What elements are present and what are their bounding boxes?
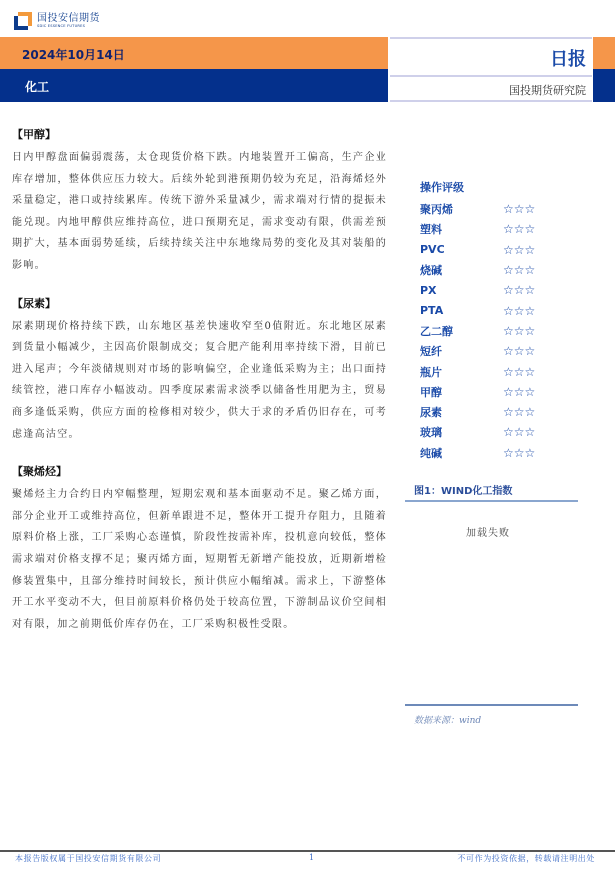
rating-row [420,240,600,260]
rating-row [420,422,600,442]
star-rating-icon: ☆☆☆ [503,303,536,318]
section-body: 日内甲醇盘面偏弱震荡，太仓现货价格下跌。内地装置开工偏高，生产企业库存增加，整体供应压力较大。后续外轮到港预期仍较为充足，沿海烯烃外采量稳定，港口或持续累库。传统下游外采量减少，需求端对行情的提振未能兑现。内地甲醇供应维持高位，进口预期充足，需求变动有限，供需差预期扩大，基本面弱势延续，后续持续关注中东地缘局势的变化及其对装船的影响。 [12,152,387,271]
page-number: 1 [309,853,315,862]
star-rating-icon: ☆☆☆ [503,263,536,278]
rating-product: 塑料 [420,223,442,237]
header-divider [390,37,592,39]
logo-name-en: SDIC ESSENCE FUTURES [37,23,86,28]
rating-product: 尿素 [420,406,442,420]
rating-product: 瓶片 [420,365,442,379]
star-rating-icon: ☆☆☆ [503,425,536,440]
section-title: 【甲醇】 [12,128,56,141]
star-rating-icon: ☆☆☆ [503,323,536,338]
header-divider [390,75,592,77]
star-rating-icon: ☆☆☆ [503,364,536,379]
rating-product: 短纤 [420,345,442,359]
logo-mark-icon [14,12,32,30]
star-rating-icon: ☆☆☆ [503,445,536,460]
company-logo [14,10,100,32]
rating-product: PTA [420,304,444,318]
rating-product: 烧碱 [420,264,442,278]
footer-disclaimer: 不可作为投资依据，转载请注明出处 [457,854,595,863]
section-body: 聚烯烃主力合约日内窄幅整理，短期宏观和基本面驱动不足。聚乙烯方面，部分企业开工或维持高位，但新单跟进不足，整体开工提升存阻力，且随着原料价格上涨，工厂采购心态谨慎，阶段性按需补库，投机意向较低，整体需求端对价格支撑不足；聚丙烯方面，短期暂无新增产能投放，近期新增检修装置集中，且部分维持时间较长，预计供应小幅缩减。需求上，下游整体开工水平变动不大，但目前原料价格仍处于较高位置，下游制品议价空间相对有限，加之前期低价库存仍在，工厂采购积极性受限。 [12,489,387,630]
star-rating-icon: ☆☆☆ [503,405,536,420]
rating-row [420,402,600,422]
star-rating-icon: ☆☆☆ [503,222,536,237]
section-title: 【聚烯烃】 [12,465,67,479]
section-urea [12,294,387,446]
rating-row [420,280,600,300]
header-divider [390,100,592,102]
star-rating-icon: ☆☆☆ [503,283,536,298]
star-rating-icon: ☆☆☆ [503,344,536,359]
report-type-title: 日报 [550,49,586,70]
figure-load-failed: 加载失败 [466,528,510,539]
rating-product: 甲醇 [420,385,442,399]
section-methanol [12,125,387,277]
rating-product: PX [420,283,437,297]
section-polyolefin [12,462,387,635]
rating-row [420,382,600,402]
rating-row [420,300,600,320]
figure-title: 图1：WIND化工指数 [414,486,513,497]
rating-row [420,321,600,341]
star-rating-icon: ☆☆☆ [503,242,536,257]
rating-product: 纯碱 [420,446,442,460]
rating-title: 操作评级 [420,181,464,194]
star-rating-icon: ☆☆☆ [503,384,536,399]
rating-product: 聚丙烯 [420,203,453,217]
rating-row [420,361,600,381]
rating-product: 玻璃 [420,426,442,440]
figure-source: 数据来源：wind [414,716,482,726]
rating-row [420,443,600,463]
rating-product: 乙二醇 [420,324,453,338]
star-rating-icon: ☆☆☆ [503,202,536,217]
institute-name: 国投期货研究院 [509,84,586,97]
figure-top-rule [405,500,578,502]
section-title: 【尿素】 [12,296,56,310]
section-body: 尿素期现价格持续下跌，山东地区基差快速收窄至0值附近。东北地区尿素到货量小幅减少，主因高价限制成交；复合肥产能利用率持续下滑，目前已进入尾声；今年淡储规则对市场的影响偏空，企业逢低采购为主；出口面持续管控，港口库存小幅波动。四季度尿素需求淡季以储备性用肥为主，贸易商多逢低采购，供应方面的检修相对较少，供大于求的矛盾仍旧存在，可考虑逢高沽空。 [12,320,387,440]
report-sector: 化工 [25,80,50,94]
logo-name-cn: 国投安信期货 [37,12,100,24]
rating-row [420,341,600,361]
figure-bottom-rule [405,704,578,706]
rating-row [420,260,600,280]
footer-divider [0,850,615,852]
footer-copyright: 本报告版权属于国投安信期货有限公司 [15,854,162,863]
rating-row [420,199,600,219]
rating-product: PVC [420,243,445,257]
main-content [12,125,387,652]
report-date: 2024年10月14日 [22,48,125,62]
rating-panel [420,178,600,463]
rating-row [420,219,600,239]
